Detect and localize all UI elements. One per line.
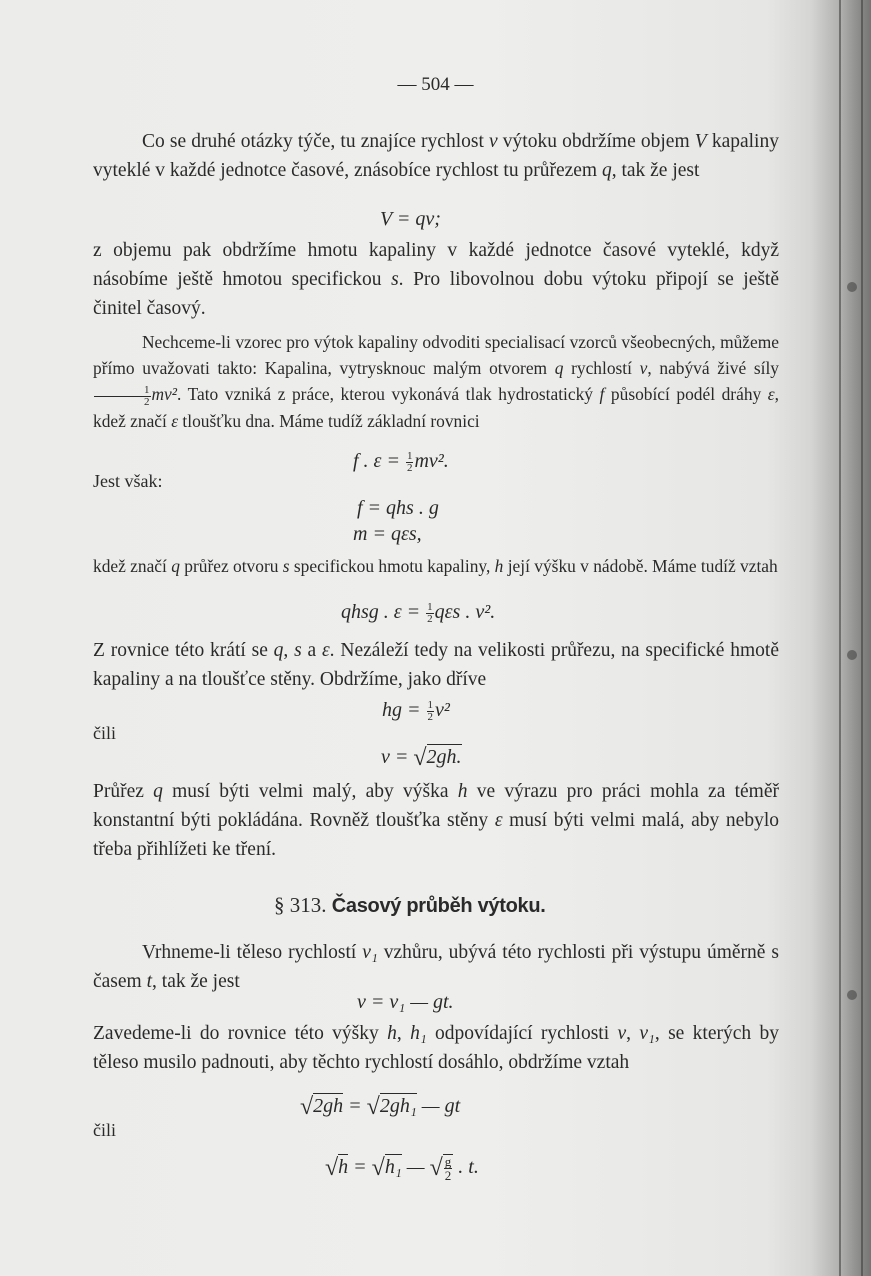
- equation-sqrt-heights: √2gh = √2gh₁ — gt: [300, 1094, 461, 1120]
- paragraph-velocity: Co se druhé otázky týče, tu znajíce rychlost v výtoku obdržíme objem V kapaliny vyteklé v každé jednotce časové, znásobíce rychlost tu průřezem q, tak že jest: [93, 131, 779, 181]
- binding-hole: [847, 282, 857, 292]
- equation-velocity-time: v = v₁ — gt.: [357, 991, 454, 1013]
- binding-hole: [847, 990, 857, 1000]
- label-jest-vsak: Jest však:: [93, 471, 163, 491]
- label-cili: čili: [93, 723, 116, 743]
- equation-torricelli: v = √2gh.: [381, 745, 462, 771]
- equation-work-energy: f . ε = $\frac{1}{2}$ mv².: [353, 449, 449, 474]
- equation-volume: V = qv;: [380, 208, 441, 230]
- paragraph-derivation: Nechceme-li vzorec pro výtok kapaliny odvoditi specialisací vzorců všeobecných, můžeme přímo uvažovati takto: Kapalina, vytrysknouc malým otvorem q rychlostí v, nabývá živé síly $\frac{1}{2}$ mv². Tato vzniká z práce, kterou vykonává tlak hydrostatický f působící podél dráhy ε, kdež značí ε tloušťku dna. Máme tudíž základní rovnici: [93, 332, 780, 431]
- binding-hole: [847, 650, 857, 660]
- section-heading: § 313. Časový průběh výtoku.: [274, 893, 546, 917]
- paragraph-simplification: Z rovnice této krátí se q, s a ε. Nezáleží tedy na velikosti průřezu, na specifické hmotě kapaliny a na tloušťce stěny. Obdržíme, jako dříve: [93, 640, 779, 690]
- equation-relation: qhsg . ε = $\frac{1}{2}$ qεs . v².: [341, 600, 496, 625]
- label-cili: čili: [93, 1120, 116, 1140]
- equation-sqrt-time: √h = √h₁ — √ $\frac{g}{2}$ . t.: [325, 1154, 479, 1183]
- page-edge-line: [861, 0, 863, 1276]
- page-edge-line: [839, 0, 841, 1276]
- equation-mass: m = qεs,: [353, 523, 422, 545]
- paragraph-conditions: Průřez q musí býti velmi malý, aby výška h ve výrazu pro práci mohla za téměř konstantní býti pokládána. Rovněž tloušťka stěny ε musí býti velmi malá, aby nebylo třeba přihlížeti ke tření.: [93, 781, 779, 860]
- equation-force: f = qhs . g: [357, 497, 439, 519]
- page-number: — 504 —: [397, 74, 474, 95]
- paragraph-definitions: kdež značí q průřez otvoru s specifickou hmotu kapaliny, h její výšku v nádobě. Máme tudíž vztah: [93, 556, 778, 576]
- fraction-half: $\frac{1}{2}$: [94, 385, 151, 408]
- paragraph-heights: Zavedeme-li do rovnice této výšky h, h₁ odpovídající rychlosti v, v₁, se kterých by těleso musilo padnouti, aby těchto rychlostí dosáhlo, obdržíme vztah: [93, 1023, 780, 1073]
- paragraph-throw: Vrhneme-li těleso rychlostí v₁ vzhůru, ubývá této rychlosti při výstupu úměrně s časem t, tak že jest: [93, 942, 779, 992]
- equation-energy-balance: hg = $\frac{1}{2}$ v²: [382, 698, 450, 723]
- paragraph-mass: z objemu pak obdržíme hmotu kapaliny v každé jednotce časové vyteklé, když násobíme ještě hmotou specifickou s. Pro libovolnou dobu výtoku připojí se ještě činitel časový.: [93, 240, 780, 319]
